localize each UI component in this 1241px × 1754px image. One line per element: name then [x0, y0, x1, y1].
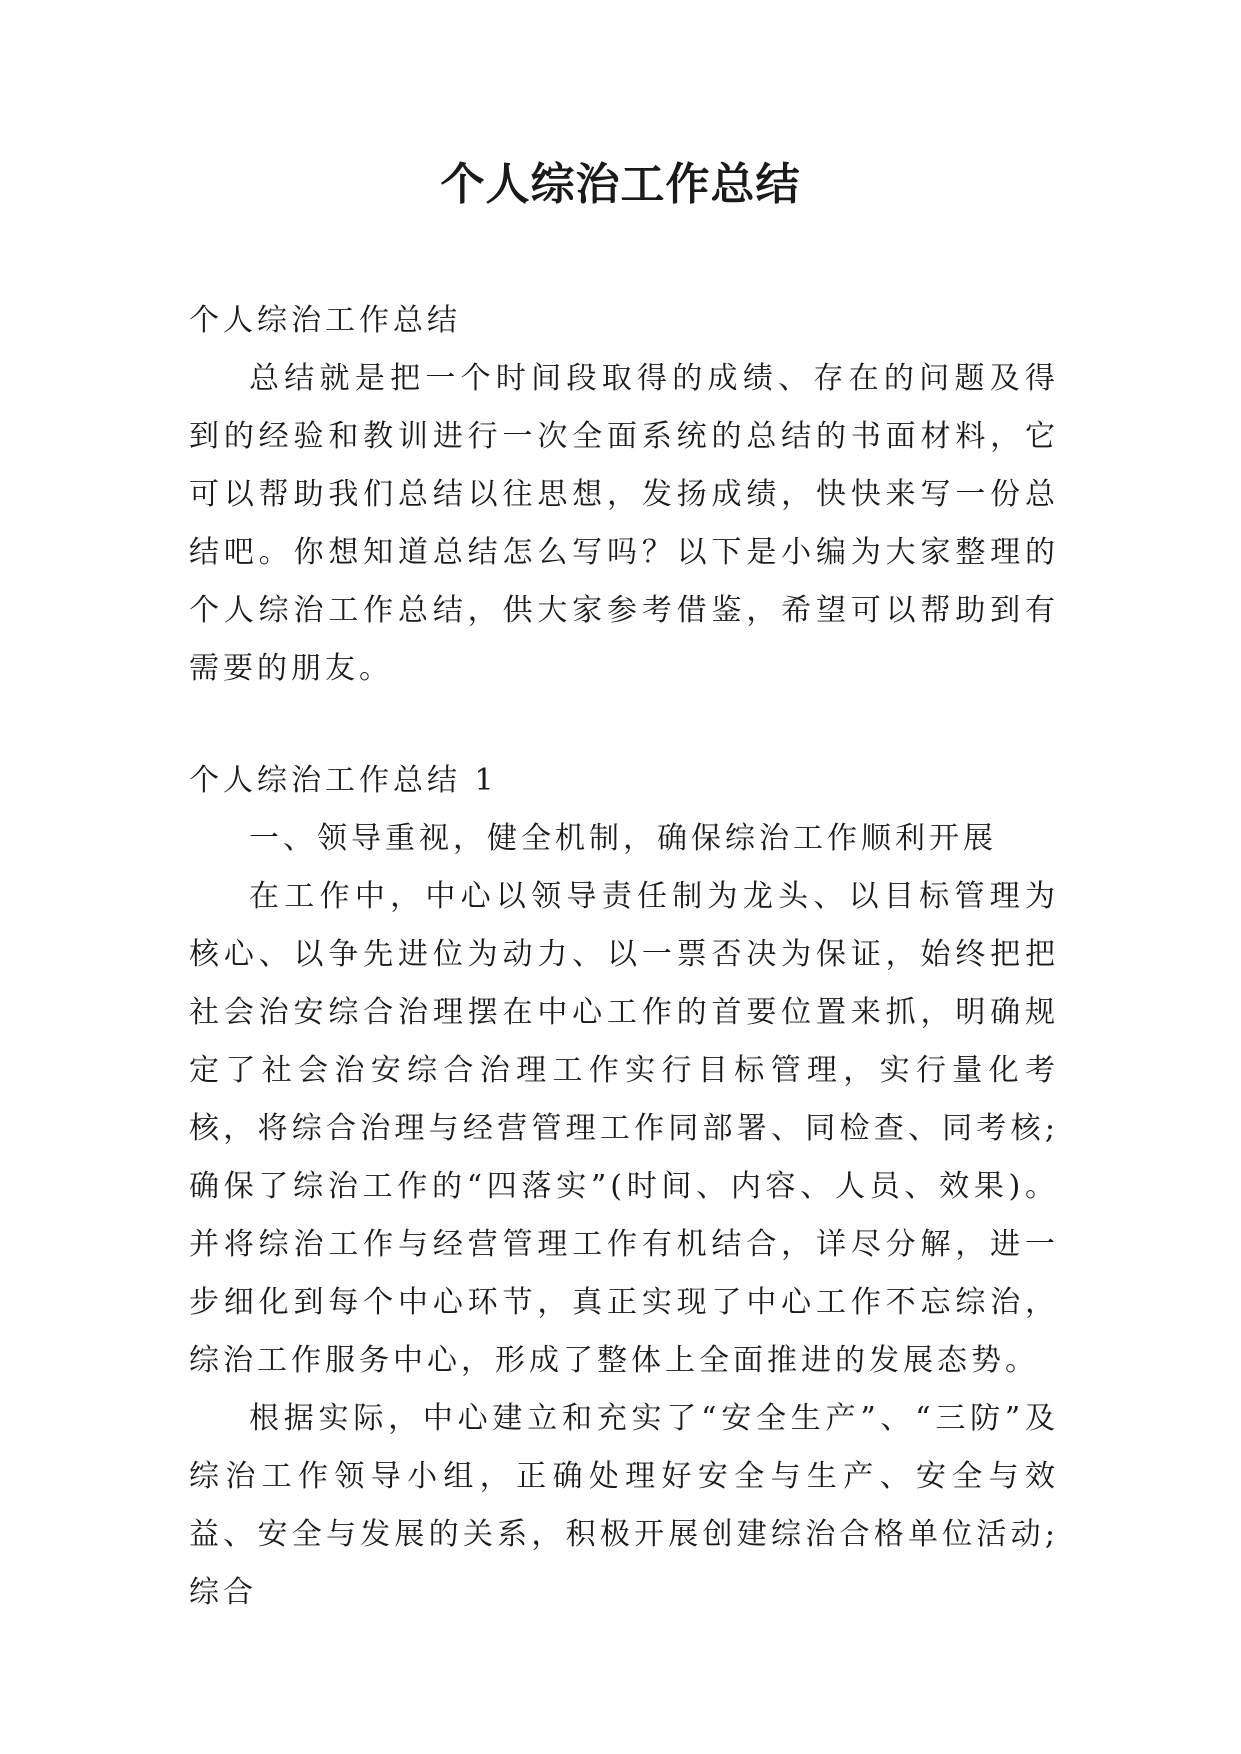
body-paragraph: 根据实际，中心建立和充实了“安全生产”、“三防”及综治工作领导小组，正确处理好安全与生产、安全与效益、安全与发展的关系，积极开展创建综治合格单位活动;综合	[189, 1401, 1059, 1610]
section-title: 个人综治工作总结 1	[189, 763, 498, 798]
document-title: 个人综治工作总结	[440, 159, 801, 210]
body-paragraph: 在工作中，中心以领导责任制为龙头、以目标管理为核心、以争先进位为动力、以一票否决为保证，始终把把社会治安综合治理摆在中心工作的首要位置来抓，明确规定了社会治安综合治理工作实行目标管理，实行量化考核，将综合治理与经营管理工作同部署、同检查、同考核;确保了综治工作的“四落实”(时间、内容、人员、效果)。并将综治工作与经营管理工作有机结合，详尽分解，进一步细化到每个中心环节，真正实现了中心工作不忘综治，综治工作服务中心，形成了整体上全面推进的发展态势。	[189, 879, 1059, 1378]
document-body	[189, 292, 1059, 1622]
section-heading: 一、领导重视，健全机制，确保综治工作顺利开展	[249, 821, 997, 856]
document-subtitle: 个人综治工作总结	[189, 303, 461, 338]
section-spacer	[189, 698, 1059, 752]
intro-paragraph: 总结就是把一个时间段取得的成绩、存在的问题及得到的经验和教训进行一次全面系统的总结的书面材料，它可以帮助我们总结以往思想，发扬成绩，快快来写一份总结吧。你想知道总结怎么写吗？以下是小编为大家整理的个人综治工作总结，供大家参考借鉴，希望可以帮助到有需要的朋友。	[189, 361, 1059, 686]
